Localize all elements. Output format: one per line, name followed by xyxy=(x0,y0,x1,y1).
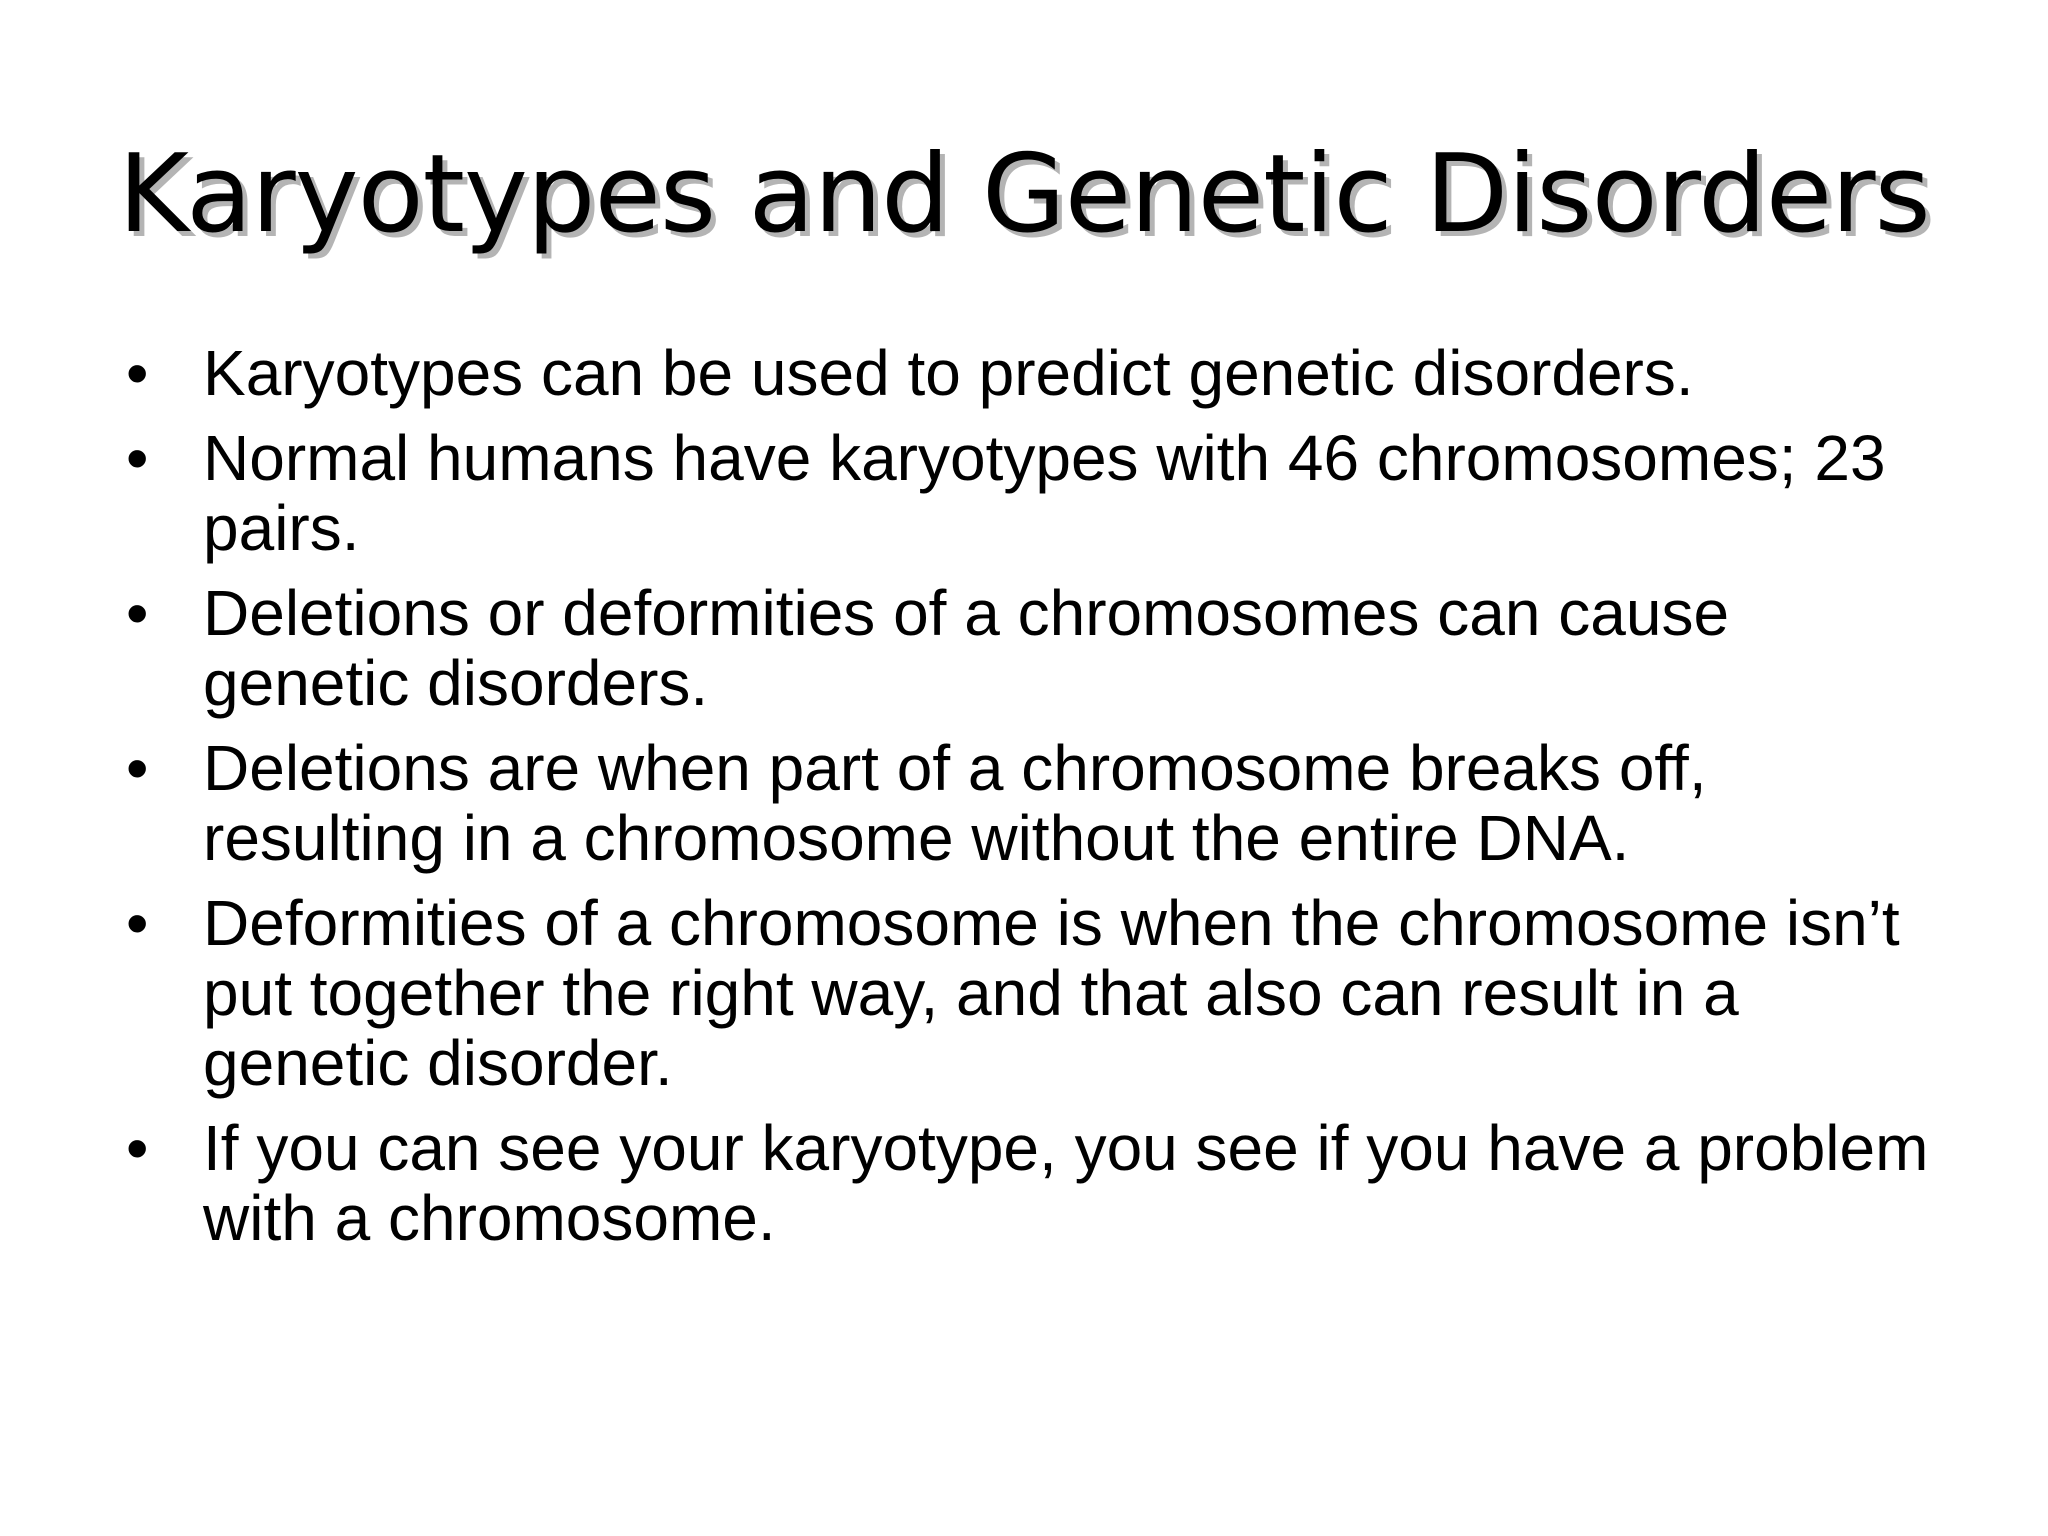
bullet-dot-icon: • xyxy=(126,337,149,409)
bullet-text: Deletions or deformities of a chromosomes can cause genetic disorders. xyxy=(203,577,1730,719)
bullet-dot-icon: • xyxy=(126,1112,149,1184)
bullet-item xyxy=(118,338,1948,408)
bullet-item xyxy=(118,578,1948,718)
bullet-text: Deletions are when part of a chromosome breaks off, resulting in a chromosome without the entire DNA. xyxy=(203,732,1707,874)
bullet-dot-icon: • xyxy=(126,422,149,494)
bullet-list xyxy=(118,338,1948,1268)
bullet-text: If you can see your karyotype, you see if you have a problem with a chromosome. xyxy=(203,1112,1929,1254)
bullet-dot-icon: • xyxy=(126,732,149,804)
bullet-item xyxy=(118,888,1948,1098)
bullet-item xyxy=(118,733,1948,873)
bullet-dot-icon: • xyxy=(126,577,149,649)
bullet-text: Normal humans have karyotypes with 46 chromosomes; 23 pairs. xyxy=(203,422,1886,564)
bullet-text: Karyotypes can be used to predict genetic disorders. xyxy=(203,337,1694,409)
bullet-item xyxy=(118,423,1948,563)
bullet-text: Deformities of a chromosome is when the chromosome isn’t put together the right way, and that also can result in a genetic disorder. xyxy=(203,887,1900,1099)
bullet-dot-icon: • xyxy=(126,887,149,959)
slide-title: Karyotypes and Genetic Disorders xyxy=(118,132,1930,257)
bullet-item xyxy=(118,1113,1948,1253)
